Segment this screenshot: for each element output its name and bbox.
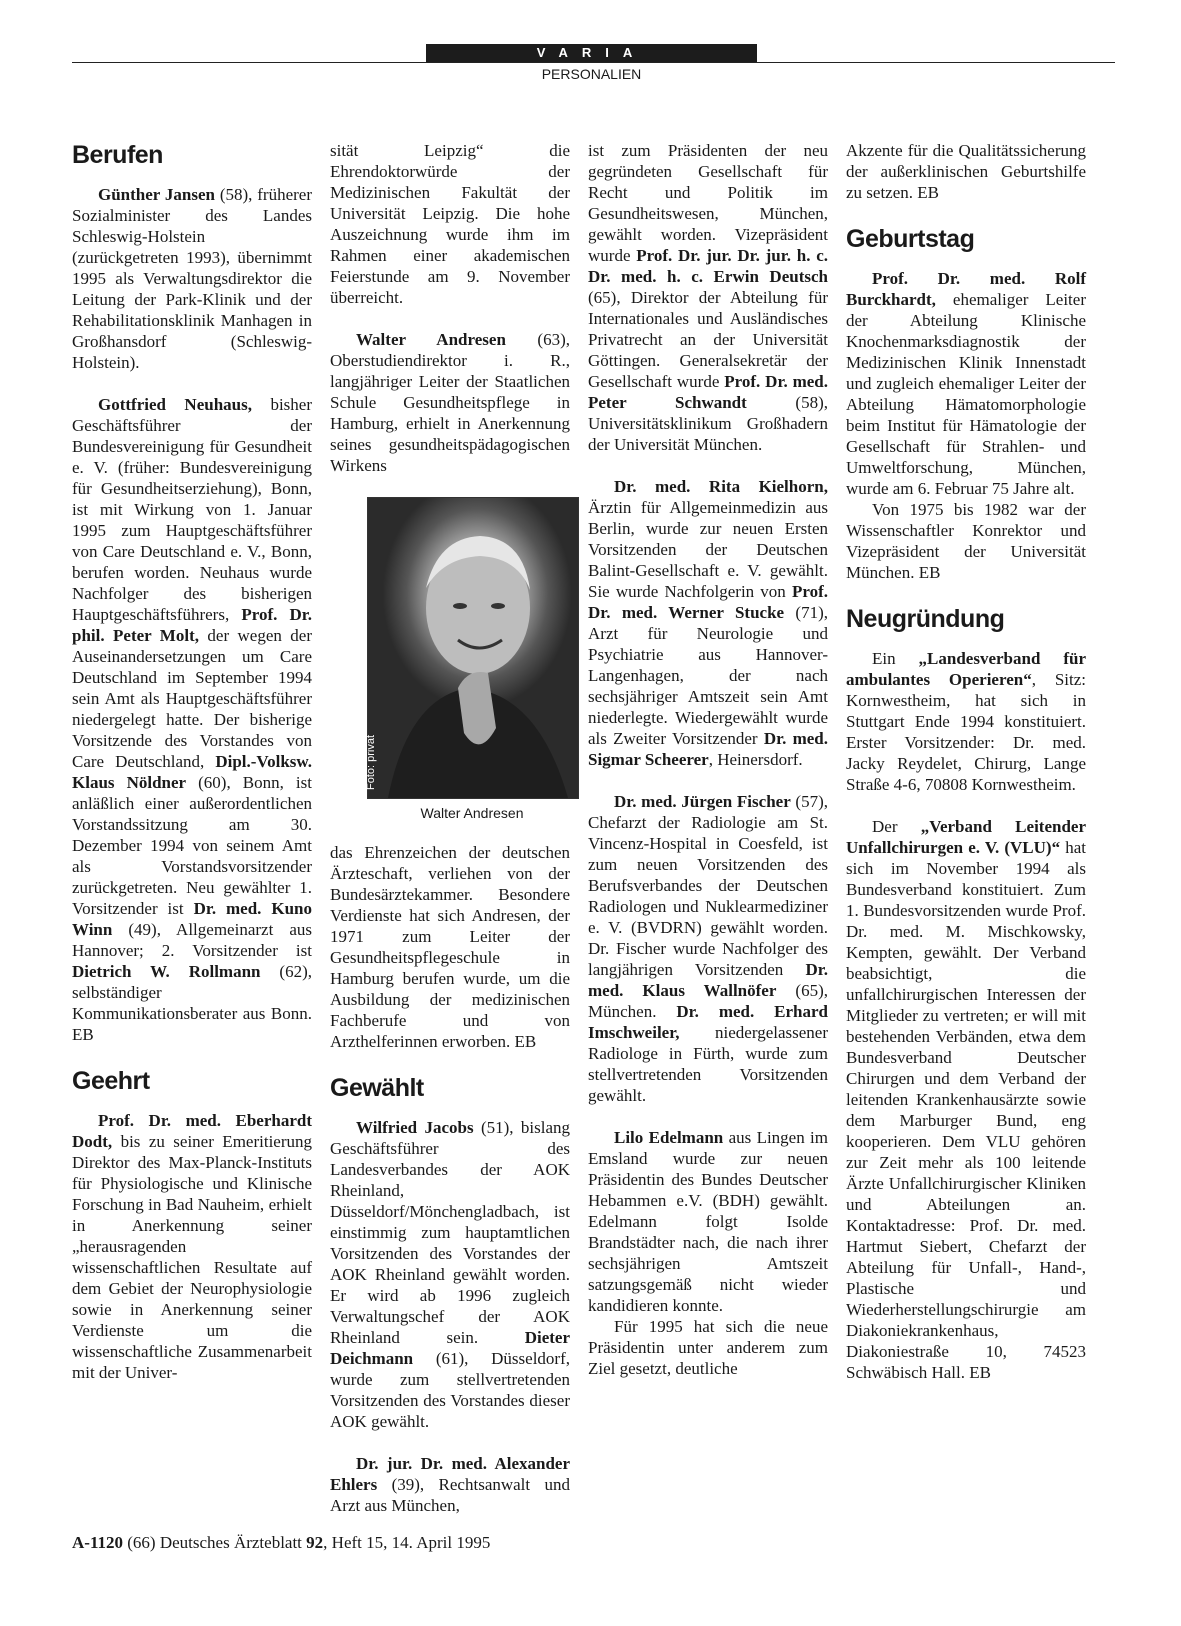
person-name: Lilo Edelmann bbox=[614, 1128, 724, 1147]
person-name: Dietrich W. Rollmann bbox=[72, 962, 261, 981]
person-name: Günther Jansen bbox=[98, 185, 215, 204]
heading-geburtstag: Geburtstag bbox=[846, 225, 975, 253]
article-andresen-cont: das Ehrenzeichen der deutschen Ärzteschaft, verliehen von der Bundesärztekammer. Besondere Verdienste hat sich Andresen, der 1971 zum Leiter der Gesundheitspflegeschule in Hamburg berufen wurde, um die Ausbildung der medizinischen Fachberufe und von Arzthelferinnen erworben. EB bbox=[330, 843, 570, 1051]
person-name: Walter Andresen bbox=[356, 330, 506, 349]
article-burckhardt: Prof. Dr. med. Rolf Burckhardt, ehemaliger Leiter der Abteilung Klinische Knochenmarksdiagnostik der Medizinischen Klinik Innenstadt und zugleich ehemaliger Leiter der Abteilung Hämatomorphologie beim Institut für Hämatologie der Gesellschaft für Strahlen- und Umweltforschung, München, wurde am 6. Februar 75 Jahre alt. bbox=[846, 269, 1086, 498]
article-edelmann-goals: Für 1995 hat sich die neue Präsidentin unter anderem zum Ziel gesetzt, deutliche bbox=[588, 1317, 828, 1378]
article-edelmann: Lilo Edelmann aus Lingen im Emsland wurde zur neuen Präsidentin des Bundes Deutscher Hebammen e.V. (BDH) gewählt. Edelmann folgt Isolde Brandstädter nach, die nach ihrer sechsjährigen Amtszeit satzungsgemäß nicht wieder kandidieren konnte. bbox=[588, 1128, 828, 1315]
issue-date: , Heft 15, 14. April 1995 bbox=[323, 1533, 491, 1552]
person-name: Prof. Dr. med. Peter Schwandt bbox=[588, 372, 828, 412]
article-jacobs: Wilfried Jacobs (51), bislang Geschäftsführer des Landesverbandes der AOK Rheinland, Düsseldorf/Mönchengladbach, ist einstimmig zum hauptamtlichen Vorsitzenden des Vorstandes der AOK Rheinland gewählt worden. Er wird ab 1996 zugleich Verwaltungschef der AOK Rheinland sein. Dieter Deichmann (61), Düsseldorf, wurde zum stellvertretenden Vorsitzenden des Vorstandes dieser AOK gewählt. bbox=[330, 1118, 570, 1431]
volume-number: 92 bbox=[306, 1533, 324, 1552]
heading-berufen: Berufen bbox=[72, 141, 163, 169]
column-2 bbox=[330, 140, 570, 1537]
article-neuhaus: Gottfried Neuhaus, bisher Geschäftsführer der Bundesvereinigung für Gesundheit e. V. (früher: Bundesvereinigung für Gesundheitserziehung), Bonn, ist mit Wirkung von 1. Januar 1995 zum Hauptgeschäftsführer von Care Deutschland e. V., Bonn, berufen worden. Neuhaus wurde Nachfolger des bisherigen Hauptgeschäftsführers, Prof. Dr. phil. Peter Molt, der wegen der Auseinandersetzungen um Care Deutschland im September 1994 sein Amt als Hauptgeschäftsführer niedergelegt hatte. Der bisherige Vorsitzende des Vorstandes von Care Deutschland, Dipl.-Volksw. Klaus Nöldner (60), Bonn, ist anläßlich einer außerordentlichen Vorstandssitzung am 30. Dezember 1994 von seinem Amt als Vorstandsvorsitzender zurückgetreten. Neu gewählter 1. Vorsitzender ist Dr. med. Kuno Winn (49), Allgemeinarzt aus Hannover; 2. Vorsitzender ist Dietrich W. Rollmann (62), selbständiger Kommunikationsberater aus Bonn. EB bbox=[72, 395, 313, 1044]
person-name: Dr. med. Jürgen Fischer bbox=[614, 792, 791, 811]
column-4 bbox=[846, 140, 1086, 1404]
person-name: Dr. jur. Dr. med. Alexander Ehlers bbox=[330, 1454, 570, 1494]
article-burckhardt-career: Von 1975 bis 1982 war der Wissenschaftler Konrektor und Vizepräsident der Universität München. EB bbox=[846, 500, 1086, 582]
header-rule bbox=[72, 62, 1115, 63]
person-name: Prof. Dr. med. Werner Stucke bbox=[588, 582, 828, 622]
person-name: Dr. med. Kuno Winn bbox=[72, 899, 313, 939]
article-kielhorn: Dr. med. Rita Kielhorn, Ärztin für Allgemeinmedizin aus Berlin, wurde zur neuen Ersten Vorsitzenden der Deutschen Balint-Gesellschaft e. V. gewählt. Sie wurde Nachfolgerin von Prof. Dr. med. Werner Stucke (71), Arzt für Neurologie und Psychiatrie aus Hannover-Langenhagen, der nach sechsjähriger Amtszeit sein Amt niederlegte. Wiedergewählt wurde als Zweiter Vorsitzender Dr. med. Sigmar Scheerer, Heinersdorf. bbox=[588, 477, 829, 769]
publication-name: (66) Deutsches Ärzteblatt bbox=[127, 1533, 307, 1552]
person-name: Dr. med. Klaus Wallnöfer bbox=[588, 960, 828, 1000]
heading-neugruendung: Neugründung bbox=[846, 605, 1005, 633]
article-dodt: Prof. Dr. med. Eberhardt Dodt, bis zu seiner Emeritierung Direktor des Max-Planck-Instituts für Physiologische und Klinische Forschung in Bad Nauheim, erhielt in Anerkennung seiner „herausragenden wissenschaftlichen Resultate auf dem Gebiet der Neurophysiologie sowie in Anerkennung seiner Verdienste um die wissenschaftliche Zusammenarbeit mit der Univer- bbox=[72, 1111, 312, 1382]
column-1 bbox=[72, 140, 312, 1404]
person-name: Dr. med. Rita Kielhorn, bbox=[614, 477, 828, 496]
article-ehlers-cont: ist zum Präsidenten der neu gegründeten Gesellschaft für Recht und Politik im Gesundheitswesen, München, gewählt worden. Vizepräsident wurde Prof. Dr. jur. Dr. jur. h. c. Dr. med. h. c. Erwin Deutsch (65), Direktor der Abteilung für Internationales und Ausländisches Privatrecht an der Universität Göttingen. Generalsekretär der Gesellschaft wurde Prof. Dr. med. Peter Schwandt (58), Universitätsklinikum Großhadern der Universität München. bbox=[588, 141, 828, 454]
person-name: Wilfried Jacobs bbox=[356, 1118, 474, 1137]
section-banner: VARIA bbox=[426, 44, 757, 62]
article-fischer: Dr. med. Jürgen Fischer (57), Chefarzt der Radiologie am St. Vincenz-Hospital in Coesfeld, ist zum neuen Vorsitzenden des Berufsverbandes der Deutschen Radiologen und Nuklearmediziner e. V. (BVDRN) gewählt worden. Dr. Fischer wurde Nachfolger des langjährigen Vorsitzenden Dr. med. Klaus Wallnöfer (65), München. Dr. med. Erhard Imschweiler, niedergelassener Radiologe in Fürth, wurde zum stellvertretenden Vorsitzenden gewählt. bbox=[588, 792, 828, 1105]
person-name: Prof. Dr. jur. Dr. jur. h. c. Dr. med. h. c. Erwin Deutsch bbox=[588, 246, 828, 286]
page-number: A-1120 bbox=[72, 1533, 123, 1552]
person-name: Dr. med. Erhard Imschweiler, bbox=[588, 1002, 828, 1042]
article-jansen: Günther Jansen (58), früherer Sozialminister des Landes Schleswig-Holstein (zurückgetreten 1993), übernimmt 1995 als Verwaltungsdirektor die Leitung der Park-Klinik und der Rehabilitationsklinik Manhagen in Großhansdorf (Schleswig-Holstein). bbox=[72, 185, 312, 372]
article-andresen: Walter Andresen (63), Oberstudiendirektor i. R., langjähriger Leiter der Staatlichen Schule Gesundheitspflege in Hamburg, erhielt in Anerkennung seines gesundheitspädagogischen Wirkens bbox=[330, 330, 570, 475]
person-name: Dieter Deichmann bbox=[330, 1328, 570, 1368]
subsection-label: PERSONALIEN bbox=[541, 66, 642, 82]
portrait-photo bbox=[367, 497, 579, 799]
article-landesverband: Ein „Landesverband für ambulantes Operieren“, Sitz: Kornwestheim, hat sich in Stuttgart Ende 1994 konstituiert. Erster Vorsitzender: Dr. med. Jacky Reydelet, Chirurg, Lange Straße 4-6, 70808 Kornwestheim. bbox=[846, 649, 1087, 794]
portrait-illustration bbox=[368, 498, 578, 798]
column-3 bbox=[588, 140, 828, 1400]
person-name: Prof. Dr. med. Rolf Burckhardt, bbox=[846, 269, 1086, 309]
person-name: Prof. Dr. phil. Peter Molt, bbox=[72, 605, 312, 645]
article-ehlers: Dr. jur. Dr. med. Alexander Ehlers (39), Rechtsanwalt und Arzt aus München, bbox=[330, 1454, 570, 1515]
organization-name: „Verband Leitender Unfallchirurgen e. V. (VLU)“ bbox=[846, 817, 1086, 857]
photo-credit: Foto: privat bbox=[365, 734, 377, 790]
organization-name: „Landesverband für ambulantes Operieren“ bbox=[846, 649, 1087, 689]
article-vlu: Der „Verband Leitender Unfallchirurgen e. V. (VLU)“ hat sich im November 1994 als Bundesverband konstituiert. Zum 1. Bundesvorsitzenden wurde Prof. Dr. med. M. Mischkowsky, Kempten, gewählt. Der Verband beabsichtigt, die unfallchirurgischen Interessen der Mitglieder zu vertreten; er will mit bestehenden Verbänden, etwa dem Bundesverband Deutscher Chirurgen und dem Verband der leitenden Krankenhausärzte sowie dem Marburger Bund, eng kooperieren. Dem VLU gehören zur Zeit mehr als 100 leitende Ärzte Unfallchirurgischer Kliniken und Abteilungen an. Kontaktadresse: Prof. Dr. med. Hartmut Siebert, Chefarzt der Abteilung für Unfall-, Hand-, Plastische und Wiederherstellungschirurgie am Diakoniekrankenhaus, Diakoniestraße 10, 74523 Schwäbisch Hall. EB bbox=[846, 817, 1086, 1382]
article-edelmann-goals-cont: Akzente für die Qualitätssicherung der außerklinischen Geburtshilfe zu setzen. EB bbox=[846, 141, 1086, 202]
portrait-figure bbox=[367, 497, 577, 824]
photo-caption: Walter Andresen bbox=[420, 805, 524, 821]
heading-gewaehlt: Gewählt bbox=[330, 1074, 424, 1102]
person-name: Dr. med. Sigmar Scheerer bbox=[588, 729, 828, 769]
person-name: Gottfried Neuhaus, bbox=[98, 395, 252, 414]
person-name: Prof. Dr. med. Eberhardt Dodt, bbox=[72, 1111, 312, 1151]
page-footer bbox=[72, 1533, 490, 1553]
person-name: Dipl.-Volksw. Klaus Nöldner bbox=[72, 752, 312, 792]
article-dodt-cont: sität Leipzig“ die Ehrendoktorwürde der Medizinischen Fakultät der Universität Leipzig. Die hohe Auszeichnung wurde ihm im Rahmen einer akademischen Feierstunde am 9. November überreicht. bbox=[330, 141, 570, 307]
heading-geehrt: Geehrt bbox=[72, 1067, 150, 1095]
